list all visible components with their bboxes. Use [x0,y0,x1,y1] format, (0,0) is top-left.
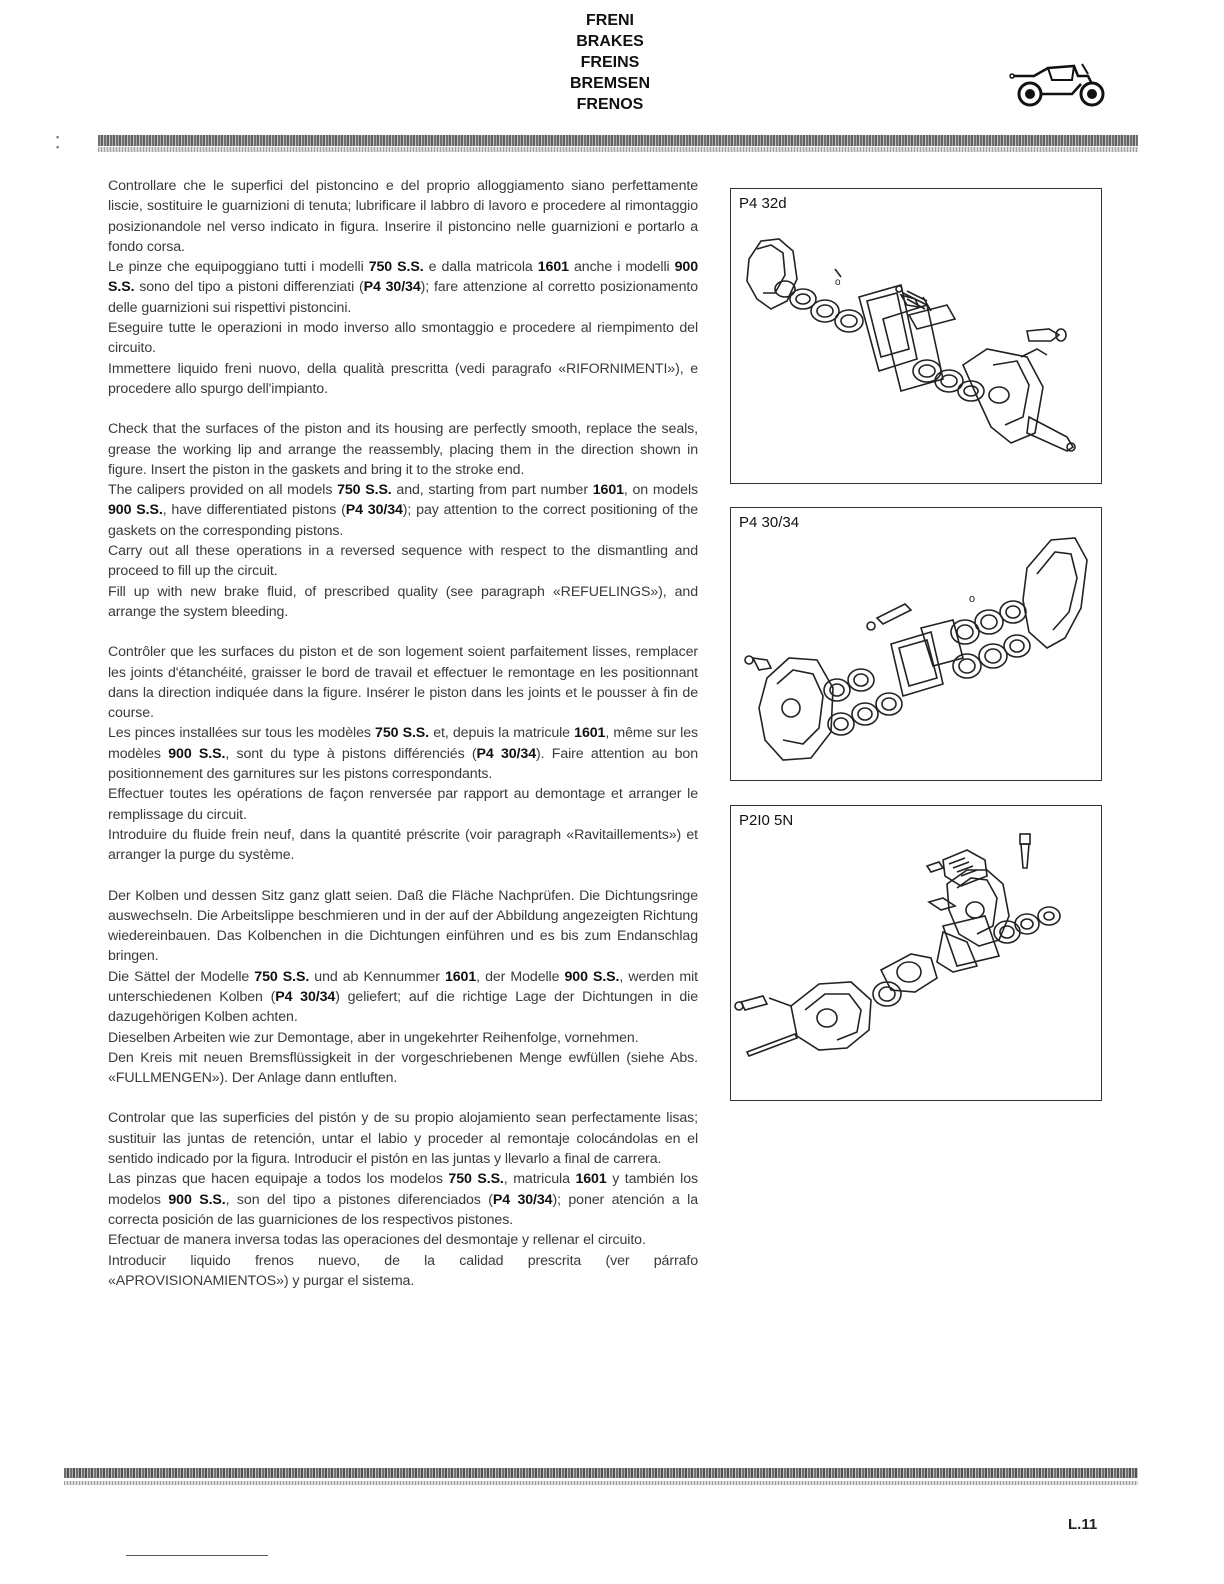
figure-label-p4-32d: P4 32d [739,195,787,212]
caliper-p2i0-5n-exploded-drawing [731,806,1101,1100]
title-spanish: FRENOS [576,96,644,113]
instructions-column [108,176,698,1311]
figure-p4-32d [730,188,1102,484]
motorcycle-brakes-icon [1008,60,1112,112]
footer-underline [126,1555,268,1556]
header-rule [98,135,1138,146]
caliper-p4-32d-exploded-drawing [731,189,1101,483]
german-para-3: Dieselben Arbeiten wie zur Demontage, aber in ungekehrter Reihenfolge, vornehmen. [108,1029,639,1046]
svg-text:o: o [969,593,976,605]
german-section [108,886,698,1089]
italian-para-3: Eseguire tutte le operazioni in modo inverso allo smontaggio e procedere al riempimento del circuito. [108,320,698,357]
title-italian: FRENI [586,12,634,29]
english-para-3: Carry out all these operations in a reversed sequence with respect to the dismantling and proceed to fill up the circuit. [108,543,698,580]
spanish-para-4: Introducir liquido frenos nuevo, de la calidad prescrita (ver párrafo «APROVISIONAMIENTOS») y purgar el sistema. [108,1252,698,1289]
svg-text:o: o [835,277,841,288]
italian-para-2: Le pinze che equipoggiano tutti i modelli 750 S.S. e dalla matricola 1601 anche i modelli 900 S.S. sono del tipo a pistoni differenziati (P4 30/34); fare attenzione al corretto posizionamento delle guarnizioni sui rispettivi pistoncini. [108,259,699,316]
footer-rule [64,1468,1138,1478]
figure-p2i0-5n [730,805,1102,1101]
french-section [108,642,698,865]
german-para-4: Den Kreis mit neuen Bremsflüssigkeit in der vorgeschriebenen Menge ewfüllen (siehe Abs. «FULLMENGEN»). Der Anlage dann entluften. [108,1049,698,1087]
footer-rule-thin [64,1481,1138,1485]
french-para-4: Introduire du fluide frein neuf, dans la quantité préscrite (voir paragraph «Ravitaillements») et arranger la purge du système. [108,826,698,864]
french-para-1: Contrôler que les surfaces du piston et de son logement soient parfaitement lisses, remplacer les joints d'étanchéité, graisser le bord de travail et effectuer le remontage en les positionnant dans la direction indiquée dans la figure. Insérer le piston dans les joints et le pousser à fin de course. [108,644,698,722]
english-section [108,419,698,622]
french-para-2: Les pinces installées sur tous les modèles 750 S.S. et, depuis la matricule 1601, même sur les modèles 900 S.S., sont du type à pistons différenciés (P4 30/34). Faire attention au bon positionnement des garnitures sur les pistons correspondants. [108,725,698,783]
spanish-para-3: Efectuar de manera inversa todas las operaciones del desmontaje y rellenar el circuito. [108,1232,646,1249]
italian-section [108,176,698,399]
italian-para-1: Controllare che le superfici del pistoncino e del proprio alloggiamento siano perfettamente liscie, sostituire le guarnizioni di tenuta; lubrificare il labbro di lavoro e procedere al rimontaggio posizionandole nel verso indicato in figura. Inserire il pistoncino nelle guarnizioni e portarlo a fondo corsa. [108,178,698,255]
title-french: FREINS [580,54,640,71]
figure-p4-30-34 [730,507,1102,781]
english-para-2: The calipers provided on all models 750 S.S. and, starting from part number 1601, on models 900 S.S., have differentiated pistons (P4 30/34); pay attention to the correct positioning of the gaskets on the corresponding pistons. [108,482,699,539]
german-para-2: Die Sättel der Modelle 750 S.S. und ab Kennummer 1601, der Modelle 900 S.S., werden mit unterschiedenen Kolben (P4 30/34) geliefert; auf die richtige Lage der Dichtungen in die dazugehörigen Kolben achten. [108,968,699,1026]
french-para-3: Effectuer toutes les opérations de façon renversée par rapport au demontage et arranger le remplissage du circuit. [108,786,698,823]
figure-label-p4-30-34: P4 30/34 [739,514,800,531]
caliper-p4-30-34-exploded-drawing [731,508,1101,780]
page-number: L.11 [1068,1516,1098,1533]
spanish-para-1: Controlar que las superficies del pistón y de su propio alojamiento sean perfectamente lisas; sustituir las juntas de retención, untar el labio y proceder al remontaje colocándolas en el sentido indicado por la figura. Introducir el pistón en las juntas y llevarlo a final de carrera. [108,1110,698,1168]
header-rule-thin [98,147,1138,152]
english-para-4: Fill up with new brake fluid, of prescribed quality (see paragraph «REFUELINGS»), and arrange the system bleeding. [108,583,698,620]
section-title-block [520,10,700,115]
margin-marks: ▪ ▪ [56,132,60,152]
figure-label-p2i0-5n: P2I0 5N [739,812,794,829]
title-german: BREMSEN [569,75,650,92]
title-english: BRAKES [576,33,644,50]
spanish-para-2: Las pinzas que hacen equipaje a todos los modelos 750 S.S., matricula 1601 y también los modelos 900 S.S., son del tipo a pistones diferenciados (P4 30/34); poner atención a la correcta posición de las guarniciones de los respectivos pistones. [108,1171,698,1228]
spanish-section [108,1108,698,1291]
italian-para-4: Immettere liquido freni nuovo, della qualità prescritta (vedi paragrafo «RIFORNIMENTI»), e procedere allo spurgo dell'impianto. [108,360,698,397]
german-para-1: Der Kolben und dessen Sitz ganz glatt seien. Daß die Fläche Nachprüfen. Die Dichtungsringe auswechseln. Die Arbeitslippe beschmieren und in der auf der Abbildung angezeigten Richtung wiedereinbauen. Das Kolbenchen in die Dichtungen einführen und es bis zum Endanschlag bringen. [108,887,698,965]
english-para-1: Check that the surfaces of the piston and its housing are perfectly smooth, replace the seals, grease the working lip and arrange the reassembly, placing them in the direction shown in figure. Insert the piston in the gaskets and bring it to the stroke end. [108,421,698,478]
